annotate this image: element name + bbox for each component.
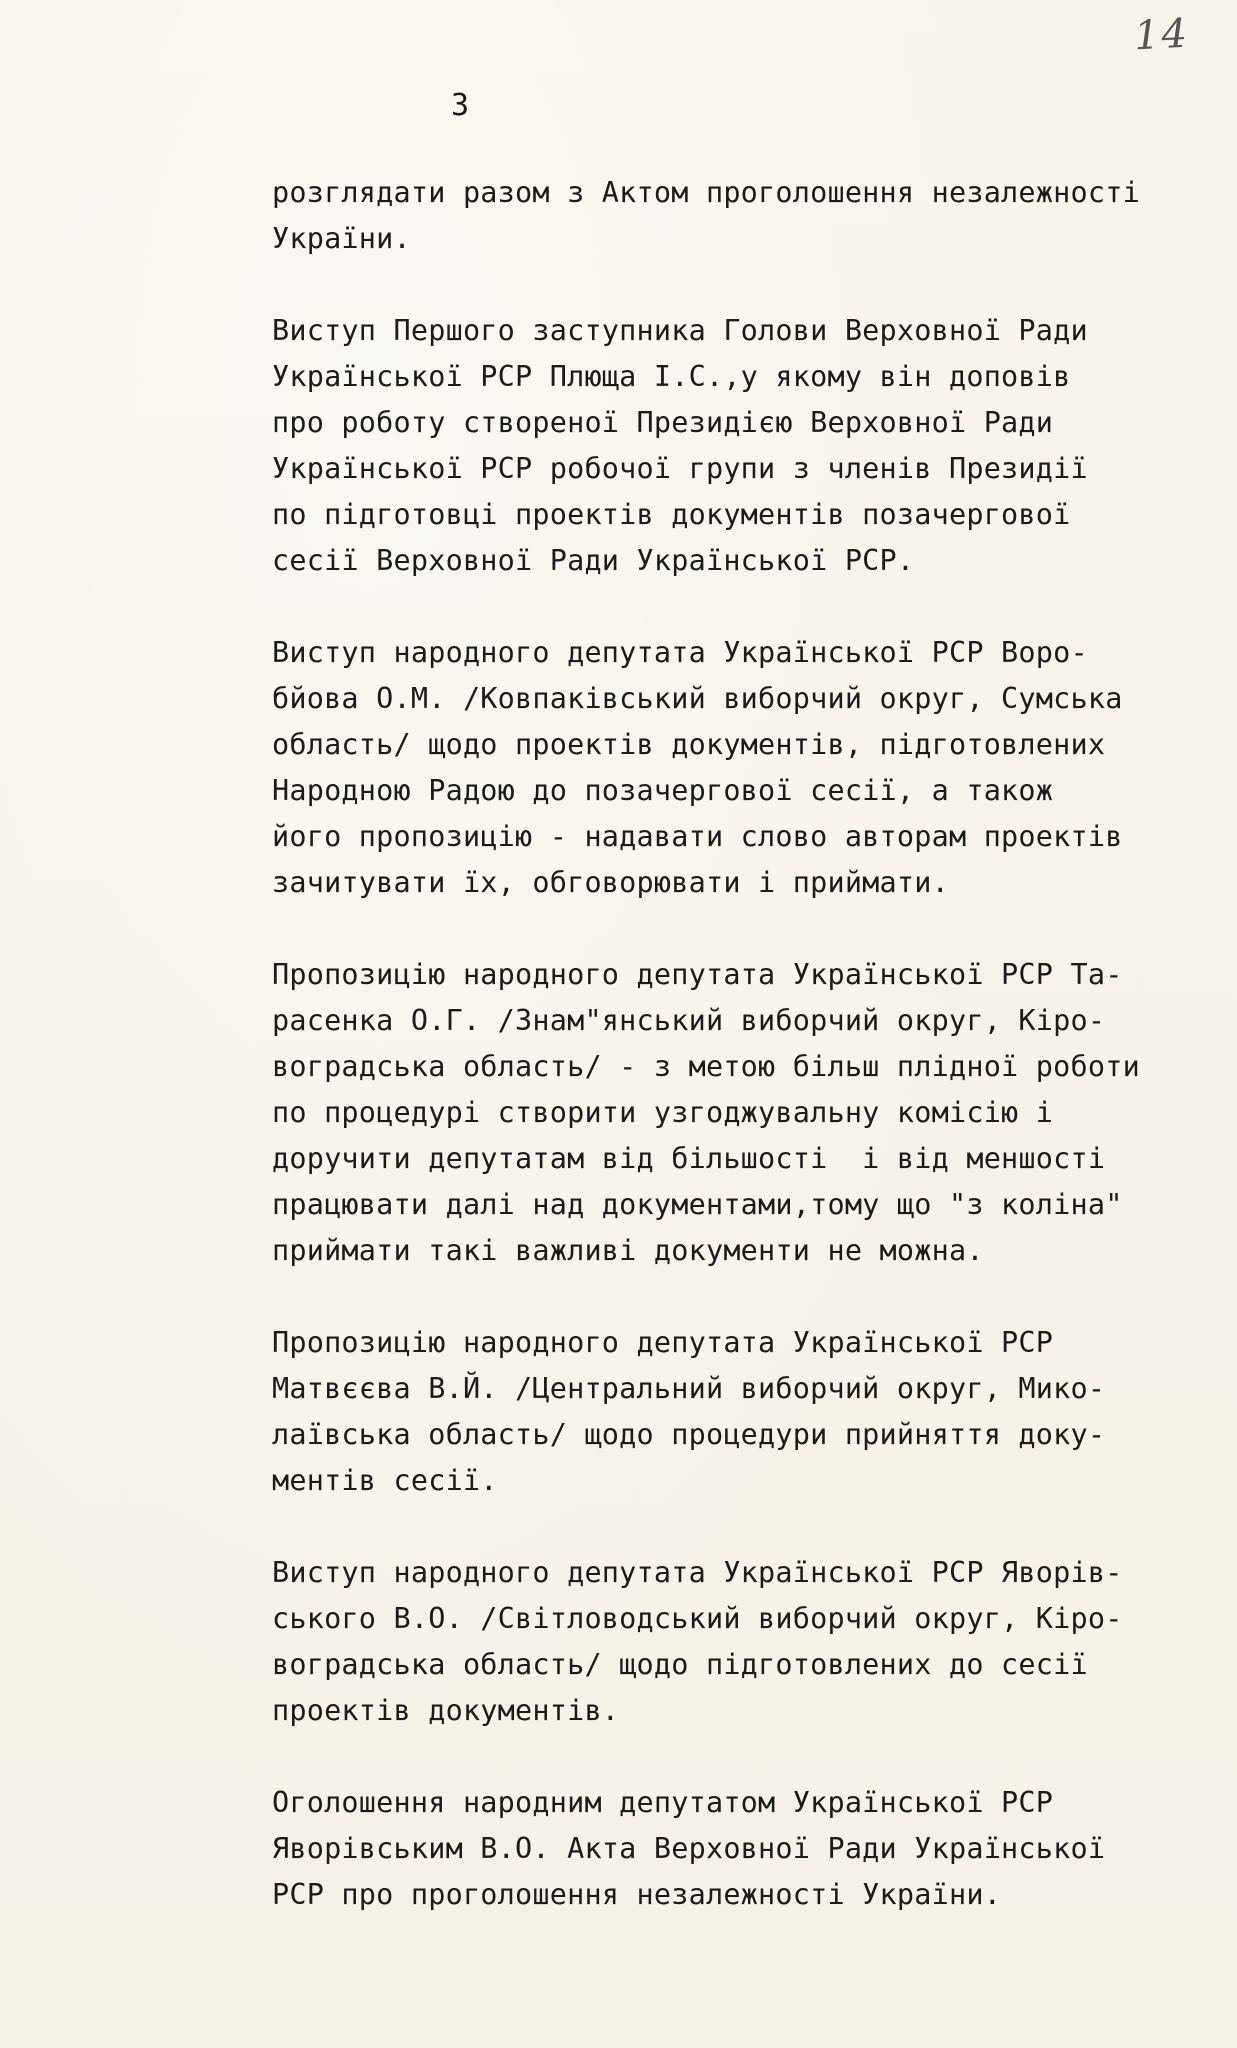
text-line: проектів документів. [272, 1694, 620, 1727]
text-line: Української РСР робочої групи з членів Президії [272, 452, 1088, 485]
text-line: його пропозицію - надавати слово авторам проектів [272, 820, 1123, 853]
text-line: Виступ Першого заступника Голови Верховної Ради [272, 314, 1088, 347]
paragraph-5 [272, 1320, 1202, 1504]
page-number: 3 [451, 88, 470, 123]
text-line: Матвєєва В.Й. /Центральний виборчий округ, Мико- [272, 1372, 1106, 1405]
paragraph-4 [272, 952, 1202, 1274]
handwritten-folio-number: 14 [1132, 10, 1191, 60]
paragraph-3 [272, 630, 1202, 906]
text-line: Української РСР Плюща І.С.,у якому він доповів [272, 360, 1071, 393]
text-line: Пропозицію народного депутата Української РСР Та- [272, 958, 1123, 991]
text-line: приймати такі важливі документи не можна. [272, 1234, 984, 1267]
text-line: Виступ народного депутата Української РСР Воро- [272, 636, 1088, 669]
paragraph-6 [272, 1550, 1202, 1734]
paragraph-7 [272, 1780, 1202, 1918]
text-line: расенка О.Г. /Знам"янський виборчий округ, Кіро- [272, 1004, 1106, 1037]
text-line: сесії Верховної Ради Української РСР. [272, 544, 915, 577]
text-line: зачитувати їх, обговорювати і приймати. [272, 866, 949, 899]
text-line: про роботу створеної Президією Верховної Ради [272, 406, 1054, 439]
text-line: України. [272, 222, 411, 255]
text-line: Яворівським В.О. Акта Верховної Ради Української [272, 1832, 1106, 1865]
text-line: лаївська область/ щодо процедури прийняття доку- [272, 1418, 1106, 1451]
text-line: по процедурі створити узгоджувальну комісію і [272, 1096, 1054, 1129]
text-line: область/ щодо проектів документів, підготовлених [272, 728, 1106, 761]
text-line: розглядати разом з Актом проголошення незалежності [272, 176, 1140, 209]
text-line: Оголошення народним депутатом Української РСР [272, 1786, 1054, 1819]
text-line: воградська область/ - з метою більш плідної роботи [272, 1050, 1140, 1083]
text-line: Виступ народного депутата Української РСР Яворів- [272, 1556, 1123, 1589]
text-line: ментів сесії. [272, 1464, 498, 1497]
paragraph-2 [272, 308, 1202, 584]
text-line: Пропозицію народного депутата Української РСР [272, 1326, 1054, 1359]
text-line: ського В.О. /Світловодський виборчий округ, Кіро- [272, 1602, 1123, 1635]
text-line: воградська область/ щодо підготовлених до сесії [272, 1648, 1088, 1681]
document-body [272, 170, 1202, 1964]
paragraph-1 [272, 170, 1202, 262]
text-line: бйова О.М. /Ковпаківський виборчий округ, Сумська [272, 682, 1123, 715]
text-line: РСР про проголошення незалежності України. [272, 1878, 1002, 1911]
text-line: працювати далі над документами,тому що "з коліна" [272, 1188, 1123, 1221]
text-line: Народною Радою до позачергової сесії, а також [272, 774, 1054, 807]
text-line: по підготовці проектів документів позачергової [272, 498, 1071, 531]
text-line: доручити депутатам від більшості і від меншості [272, 1142, 1106, 1175]
